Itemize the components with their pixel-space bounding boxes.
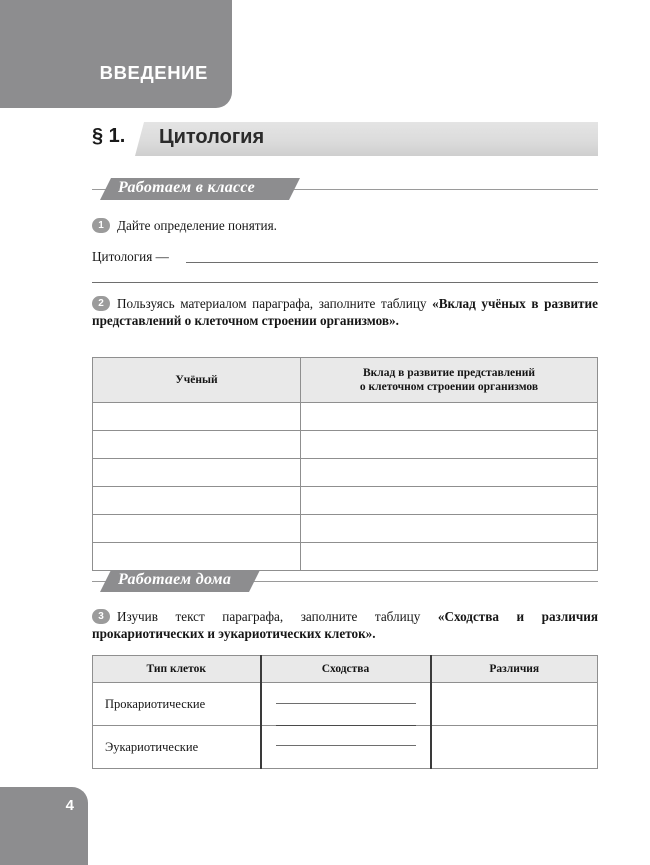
cell-contribution[interactable] bbox=[301, 487, 598, 515]
cell-scientist[interactable] bbox=[93, 515, 301, 543]
header-line-1: Вклад в развитие представлений bbox=[362, 367, 536, 379]
table-row bbox=[93, 403, 598, 431]
cell-scientist[interactable] bbox=[93, 403, 301, 431]
task-3 bbox=[92, 609, 598, 642]
banner-homework-label: Работаем дома bbox=[118, 571, 232, 588]
cell-contribution[interactable] bbox=[301, 459, 598, 487]
banner-classwork-label: Работаем в классе bbox=[118, 179, 256, 196]
cell-type-eukaryotic: Эукариотические bbox=[93, 726, 261, 769]
table-row bbox=[93, 726, 598, 769]
table-cell-types bbox=[92, 655, 598, 769]
cell-contribution[interactable] bbox=[301, 543, 598, 571]
chapter-header-block bbox=[0, 0, 232, 108]
cell-scientist[interactable] bbox=[93, 459, 301, 487]
task-3-badge: 3 bbox=[92, 609, 110, 624]
table-cell-types-header-type: Тип клеток bbox=[93, 656, 261, 683]
table-scientists-body bbox=[93, 403, 598, 571]
chapter-title: ВВЕДЕНИЕ bbox=[99, 62, 208, 83]
table-row bbox=[93, 515, 598, 543]
task-1-answer-label: Цитология — bbox=[92, 248, 169, 264]
task-1-answer-line-1[interactable] bbox=[186, 262, 598, 263]
task-1-answer-row bbox=[92, 248, 598, 265]
table-row bbox=[93, 683, 598, 726]
cell-contribution[interactable] bbox=[301, 403, 598, 431]
task-3-text-bold: «Сходства и различия прокариотических и эукариотических клеток». bbox=[92, 609, 599, 641]
cell-type-prokaryotic: Прокариотические bbox=[93, 683, 261, 726]
cell-scientist[interactable] bbox=[93, 543, 301, 571]
task-2 bbox=[92, 296, 598, 329]
task-3-text-normal: Изучив текст параграфа, заполните таблицу bbox=[117, 609, 438, 624]
table-scientists-header-row bbox=[93, 358, 598, 403]
task-2-text-bold: «Вклад учёных в развитие представлений о клеточном строении организмов». bbox=[92, 296, 598, 328]
table-row bbox=[93, 431, 598, 459]
table-row bbox=[93, 487, 598, 515]
table-row bbox=[93, 543, 598, 571]
cell-scientist[interactable] bbox=[93, 487, 301, 515]
table-cell-types-body bbox=[93, 683, 598, 769]
table-scientists-header-scientist: Учёный bbox=[93, 358, 301, 403]
cell-similarities-eukaryotic[interactable] bbox=[261, 726, 431, 769]
task-1 bbox=[92, 218, 598, 283]
cell-contribution[interactable] bbox=[301, 515, 598, 543]
table-scientists-header-contribution bbox=[301, 358, 598, 403]
table-cell-types-header-row bbox=[93, 656, 598, 683]
cell-contribution[interactable] bbox=[301, 431, 598, 459]
section-title-text: Цитология bbox=[159, 126, 265, 148]
table-scientists bbox=[92, 357, 598, 571]
page-number-block bbox=[0, 787, 88, 865]
table-cell-types-header-differences: Различия bbox=[431, 656, 598, 683]
cell-differences-prokaryotic[interactable] bbox=[431, 683, 598, 726]
write-line-1[interactable] bbox=[276, 703, 416, 704]
banner-classwork bbox=[92, 178, 598, 200]
table-row bbox=[93, 459, 598, 487]
task-2-text-normal: Пользуясь материалом параграфа, заполните таблицу bbox=[117, 296, 433, 311]
section-title bbox=[92, 122, 598, 156]
cell-differences-eukaryotic[interactable] bbox=[431, 726, 598, 769]
cell-similarities-prokaryotic[interactable] bbox=[261, 683, 431, 726]
task-1-text: Дайте определение понятия. bbox=[117, 218, 277, 233]
header-line-2: о клеточном строении организмов bbox=[359, 381, 539, 393]
table-cell-types-header-similarities: Сходства bbox=[261, 656, 431, 683]
task-2-line bbox=[92, 296, 598, 329]
task-1-line bbox=[92, 218, 598, 235]
cell-scientist[interactable] bbox=[93, 431, 301, 459]
task-2-badge: 2 bbox=[92, 296, 110, 311]
task-1-badge: 1 bbox=[92, 218, 110, 233]
task-1-answer-line-2[interactable] bbox=[92, 282, 598, 283]
task-3-line bbox=[92, 609, 598, 642]
banner-homework bbox=[92, 570, 598, 592]
write-line-3[interactable] bbox=[276, 745, 416, 746]
page-number: 4 bbox=[65, 797, 74, 814]
section-number: § 1. bbox=[92, 125, 126, 147]
